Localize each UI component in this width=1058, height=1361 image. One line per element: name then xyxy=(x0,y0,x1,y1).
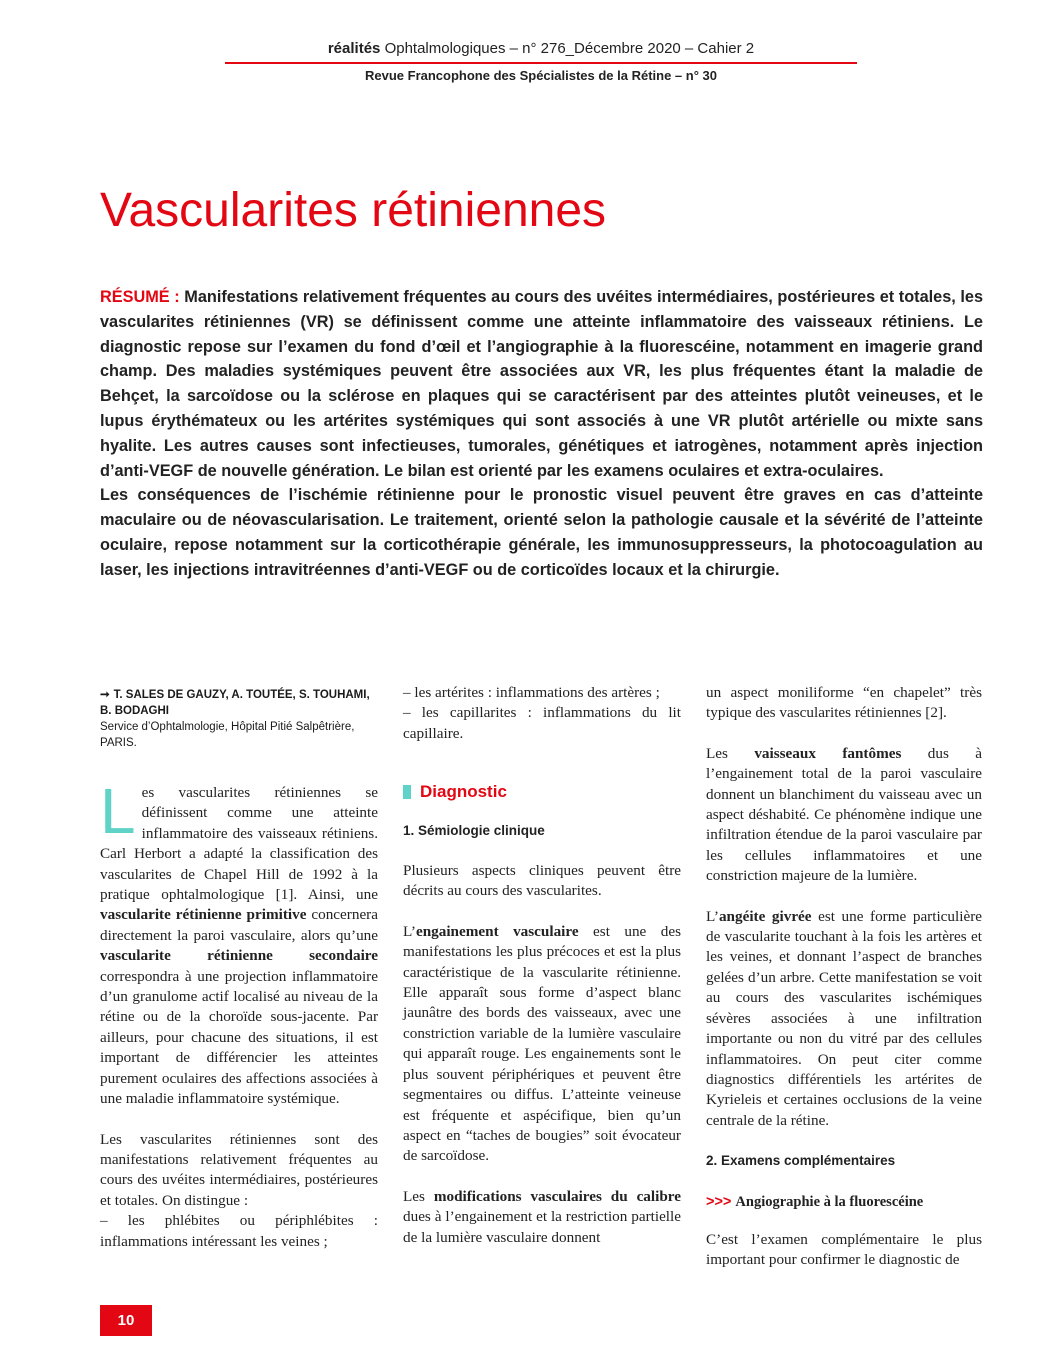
text-run: L’ xyxy=(403,922,416,940)
journal-brand: réalités xyxy=(327,40,381,57)
paragraph-angeite xyxy=(706,907,982,1131)
subsection-heading: 1. Sémiologie clinique xyxy=(403,822,545,838)
chevrons-icon: >>> xyxy=(706,1193,732,1210)
paragraph: C’est l’examen complémentaire le plus important pour confirmer le diagnostic de xyxy=(706,1230,982,1269)
term-engainement: engainement vasculaire xyxy=(415,922,579,940)
column-3 xyxy=(706,683,982,1271)
section-heading xyxy=(403,782,681,802)
section-marker-icon xyxy=(403,785,411,799)
running-header xyxy=(225,40,857,57)
text-run: est une des manifestations les plus précoces et est la plus caractéristique de la vascularite rétinienne. Elle apparaît sous forme d’aspect blanc jaunâtre des bords des vaisseaux, avec une constriction variable de la lumière vasculaire qui apparaît rouge. Les engainements sont le plus souvent périphériques et peuvent être segmentaires ou diffus. L’atteinte veineuse est fréquente et aspécifique, bien qu’un aspect en “taches de bougies” soit évocateur de sarcoïdose. xyxy=(403,922,681,1165)
author-names xyxy=(100,687,380,719)
journal-subtitle: Revue Francophone des Spécialistes de la Rétine – n° 30 xyxy=(365,68,717,83)
text-run: Les vascularites rétiniennes sont des manifestations relativement fréquentes au cours des uvéites intermédiaires, postérieures et totales. On distingue : xyxy=(100,1130,378,1209)
paragraph: Plusieurs aspects cliniques peuvent être décrits au cours des vascularites. xyxy=(403,862,681,900)
abstract-paragraph-1 xyxy=(100,285,983,483)
intro-paragraph xyxy=(100,775,378,1110)
text-run: Les xyxy=(403,1187,434,1205)
column-1 xyxy=(100,775,378,1252)
term-fantomes: vaisseaux fantômes xyxy=(754,744,902,762)
subsubsection-heading-text: Angiographie à la fluorescéine xyxy=(735,1193,924,1210)
list-item: – les phlébites ou périphlébites : inflammations intéressant les veines ; xyxy=(100,1212,378,1250)
text-run: Les xyxy=(706,744,755,762)
text-run: es vascularites rétiniennes se définissent comme une atteinte inflammatoire des vaisseaux rétiniens. Carl Herbort a adapté la classification des vascularites de Chapel Hill de 1992 à la pratique ophtalmologique [1]. Ainsi, une xyxy=(100,784,378,904)
section-heading-text: Diagnostic xyxy=(420,782,507,802)
term-angeite: angéite givrée xyxy=(718,907,812,925)
author-names-text: T. SALES DE GAUZY, A. TOUTÉE, S. TOUHAMI, B. BODAGHI xyxy=(100,689,370,717)
term-secondary: vascularite rétinienne secondaire xyxy=(100,947,378,965)
drop-cap: L xyxy=(100,775,136,847)
page-number: 10 xyxy=(100,1305,152,1336)
text-run: dues à l’engainement et la restriction partielle de la lumière vasculaire donnent xyxy=(403,1208,681,1246)
subsection-heading: 2. Examens complémentaires xyxy=(706,1153,896,1169)
text-run: L’ xyxy=(706,907,719,925)
header-rule xyxy=(225,62,857,64)
list-item: – les artérites : inflammations des artères ; xyxy=(403,684,660,701)
text-run: correspondra à une projection inflammatoire d’un granulome actif localisé au niveau de la rétine ou de la choroïde sous-jacente. Par ailleurs, pour chacune des situations, il est important de différencier les atteintes purement oculaires des affections associées à une maladie inflammatoire systémique. xyxy=(100,967,378,1108)
author-affiliation: Service d’Ophtalmologie, Hôpital Pitié Salpêtrière, PARIS. xyxy=(100,721,355,749)
text-run: concernera directement la paroi vasculaire, alors qu’une xyxy=(100,906,378,944)
arrow-right-icon: ➞ xyxy=(100,689,110,701)
abstract-label: RÉSUMÉ : xyxy=(100,288,180,306)
abstract-paragraph-2: Les conséquences de l’ischémie rétinienne pour le pronostic visuel peuvent être graves en cas d’atteinte maculaire ou de néovascularisation. Le traitement, orienté selon la pathologie causale et la sévérité de l’atteinte oculaire, repose notamment sur la corticothérapie générale, les immunosuppresseurs, la photocoagulation au laser, les injections intravitréennes d’anti-VEGF ou de corticoïdes locaux et la chirurgie. xyxy=(100,486,983,579)
paragraph-distinction xyxy=(100,1130,378,1252)
paragraph-calibre xyxy=(403,1187,681,1248)
term-primitive: vascularite rétinienne primitive xyxy=(100,906,307,924)
subsubsection-heading xyxy=(706,1192,982,1212)
paragraph-fantomes xyxy=(706,744,982,887)
journal-issue: Ophtalmologiques – n° 276_Décembre 2020 – Cahier 2 xyxy=(384,40,755,57)
list-item: – les capillarites : inflammations du lit capillaire. xyxy=(403,704,681,742)
abstract-text-1: Manifestations relativement fréquentes au cours des uvéites intermédiaires, postérieures et totales, les vascularites rétiniennes (VR) se définissent comme une atteinte inflammatoire des vaisseaux rétiniens. Le diagnostic repose sur l’examen du fond d’œil et l’angiographie à la fluorescéine, notamment en imagerie grand champ. Des maladies systémiques peuvent être associées aux VR, les plus fréquentes étant la maladie de Behçet, la sarcoïdose ou la sclérose en plaques qui se caractérisent par des atteintes plutôt veineuses, et le lupus érythémateux ou les artérites systémiques qui sont associés à une VR plutôt artérielle ou mixte sans hyalite. Les autres causes sont infectieuses, tumorales, génétiques et iatrogènes, notamment après injection d’anti-VEGF de nouvelle génération. Le bilan est orienté par les examens oculaires et extra-oculaires. xyxy=(100,288,983,480)
paragraph: un aspect moniliforme “en chapelet” très typique des vascularites rétiniennes [2]. xyxy=(706,684,982,722)
article-title: Vascularites rétiniennes xyxy=(100,184,607,237)
term-calibre: modifications vasculaires du calibre xyxy=(433,1187,681,1205)
authors-block xyxy=(100,687,380,751)
list-continuation xyxy=(403,683,681,744)
column-2 xyxy=(403,683,681,1248)
paragraph-engainement xyxy=(403,922,681,1167)
text-run: dus à l’engainement total de la paroi vasculaire donnent un blanchiment du vaisseau avec un aspect déshabité. Ce phénomène indique une infiltration étendue de la paroi vasculaire par les cellules inflammatoires et une constriction majeure de la lumière. xyxy=(706,744,982,885)
text-run: est une forme particulière de vascularite touchant à la fois les artères et les veines, et donnant l’aspect de branches gelées d’un arbre. Cette manifestation se voit au cours des vascularites ischémiques sévères associées à une infiltration importante ou non du vitré par des cellules inflammatoires. On peut citer comme diagnostics différentiels les artérites de Kyrieleis et certaines occlusions de la veine centrale de la rétine. xyxy=(706,907,982,1129)
abstract xyxy=(100,285,983,583)
